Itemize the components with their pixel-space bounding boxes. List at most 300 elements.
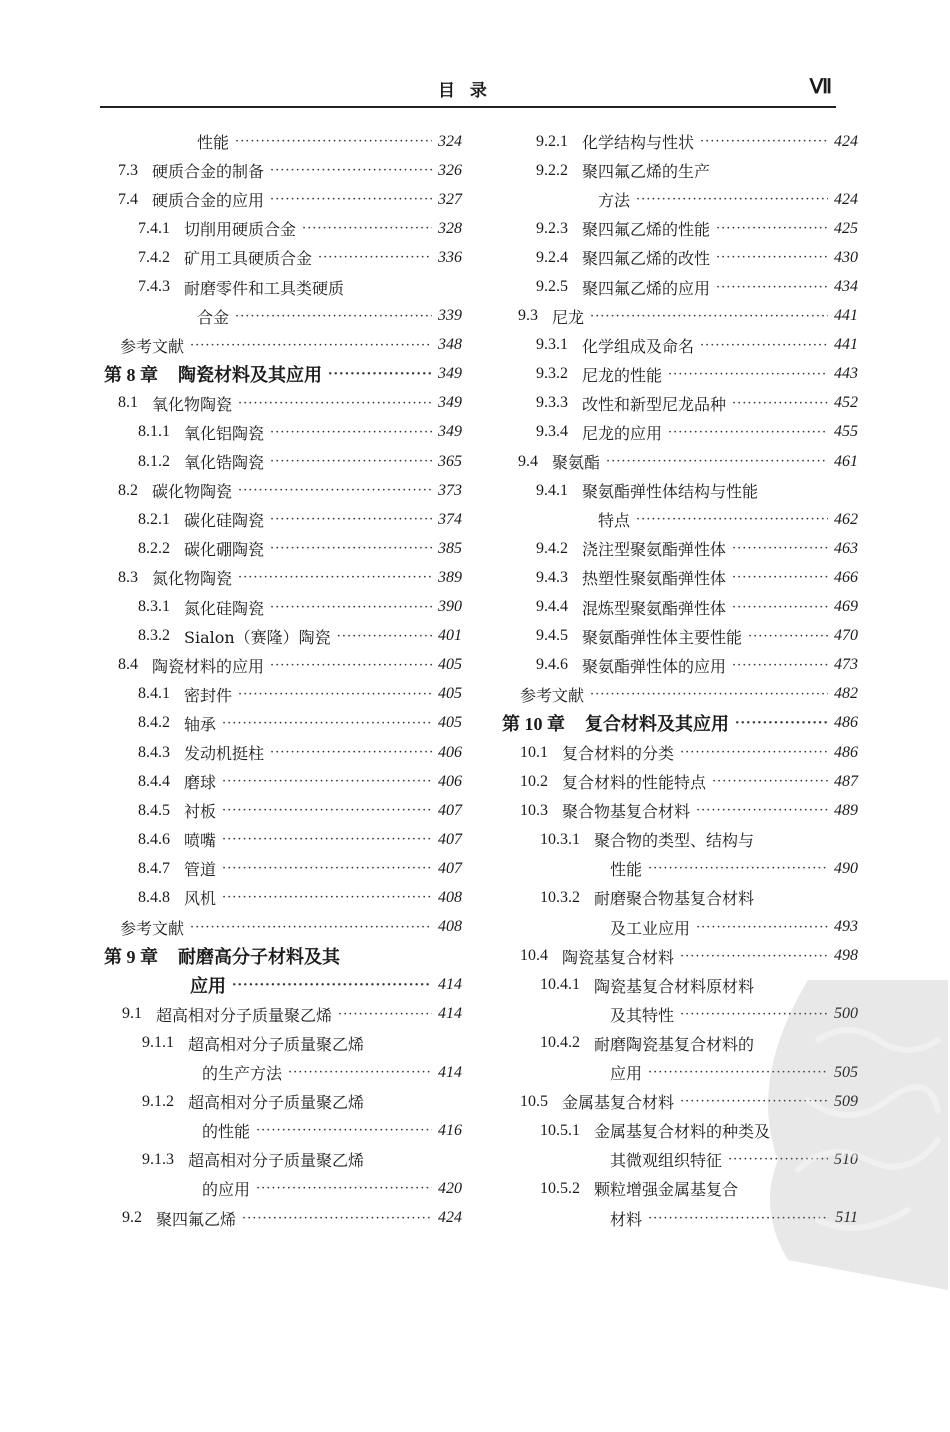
dot-leader xyxy=(270,192,432,207)
toc-entry-title: 聚四氟乙烯的应用 xyxy=(582,278,711,298)
toc-page-number: 389 xyxy=(438,568,462,586)
toc-entry-title: 的性能 xyxy=(202,1122,251,1142)
toc-entry[interactable] xyxy=(500,796,858,825)
dot-leader xyxy=(732,541,828,556)
toc-entry-title: 耐磨陶瓷基复合材料的 xyxy=(594,1034,755,1054)
toc-entry[interactable] xyxy=(500,622,858,651)
toc-entry-title: 化学结构与性状 xyxy=(582,133,695,153)
toc-entry[interactable] xyxy=(500,331,858,360)
toc-section-number: 9.3.3 xyxy=(536,394,568,412)
toc-page-number: 414 xyxy=(438,1005,462,1023)
toc-section-number: 8.4.4 xyxy=(138,772,170,790)
toc-entry[interactable] xyxy=(100,1145,462,1174)
toc-entry-title: 参考文献 xyxy=(520,685,585,705)
dot-leader xyxy=(270,163,432,178)
toc-entry[interactable] xyxy=(100,272,462,301)
dot-leader xyxy=(648,1211,829,1226)
dot-leader xyxy=(337,629,432,644)
toc-entry[interactable] xyxy=(100,243,462,272)
dot-leader xyxy=(680,949,828,964)
toc-page-number: 365 xyxy=(438,452,462,470)
toc-page-number: 406 xyxy=(438,772,462,790)
toc-entry[interactable] xyxy=(100,505,462,534)
toc-page-number: 441 xyxy=(834,307,858,325)
toc-entry[interactable] xyxy=(100,1087,462,1116)
toc-entry-title: 化学组成及命名 xyxy=(582,336,695,356)
dot-leader xyxy=(732,600,828,615)
toc-entry-title: 衬板 xyxy=(184,802,217,822)
toc-entry[interactable] xyxy=(100,883,462,912)
toc-entry[interactable] xyxy=(100,418,462,447)
toc-page-number: 443 xyxy=(834,365,858,383)
dot-leader xyxy=(288,1065,432,1080)
toc-section-number: 8.3.2 xyxy=(138,627,170,645)
toc-section-number: 9.2.1 xyxy=(536,132,568,150)
toc-page-number: 374 xyxy=(438,510,462,528)
dot-leader xyxy=(590,309,828,324)
toc-entry-title: 金属基复合材料 xyxy=(562,1093,675,1113)
toc-entry[interactable] xyxy=(100,913,462,942)
toc-entry-title: 性能 xyxy=(197,133,230,153)
toc-entry[interactable] xyxy=(500,360,858,389)
dot-leader xyxy=(222,832,432,847)
toc-entry[interactable] xyxy=(100,593,462,622)
toc-entry-title: 特点 xyxy=(598,511,631,531)
toc-section-number: 8.2 xyxy=(118,481,138,499)
toc-chapter-entry[interactable] xyxy=(500,709,858,738)
dot-leader xyxy=(716,280,828,295)
toc-entry-title: 聚四氟乙烯的生产 xyxy=(582,162,711,182)
toc-section-number: 第 9 章 xyxy=(104,947,158,968)
toc-entry[interactable] xyxy=(500,534,858,563)
toc-entry[interactable] xyxy=(100,622,462,651)
toc-entry-title: 其微观组织特征 xyxy=(610,1151,723,1171)
toc-entry-title: 聚四氟乙烯的性能 xyxy=(582,220,711,240)
toc-section-number: 7.4.1 xyxy=(138,219,170,237)
toc-section-number: 第 8 章 xyxy=(104,365,158,386)
toc-entry-title: 热塑性聚氨酯弹性体 xyxy=(582,569,727,589)
toc-entry-title: 喷嘴 xyxy=(184,831,217,851)
dot-leader xyxy=(700,134,828,149)
toc-page-number: 505 xyxy=(834,1063,858,1081)
toc-section-number: 9.2.3 xyxy=(536,219,568,237)
toc-entry-title: 尼龙的应用 xyxy=(582,423,663,443)
toc-entry-title: 氮化硅陶瓷 xyxy=(184,598,265,618)
dot-leader xyxy=(732,570,828,585)
toc-entry-title: 耐磨零件和工具类硬质 xyxy=(184,278,345,298)
dot-leader xyxy=(235,309,432,324)
toc-entry-title: 应用 xyxy=(190,976,226,998)
toc-entry[interactable] xyxy=(500,651,858,680)
dot-leader xyxy=(242,1211,432,1226)
toc-entry[interactable] xyxy=(500,1029,858,1058)
toc-entry[interactable] xyxy=(100,156,462,185)
toc-page-number: 405 xyxy=(438,685,462,703)
toc-entry[interactable] xyxy=(500,825,858,854)
dot-leader xyxy=(235,134,432,149)
toc-chapter-entry[interactable] xyxy=(100,971,462,1000)
toc-section-number: 9.4.2 xyxy=(536,539,568,557)
toc-entry[interactable] xyxy=(500,1058,858,1087)
dot-leader xyxy=(238,483,432,498)
toc-section-number: 8.3.1 xyxy=(138,598,170,616)
toc-entry-title: 碳化硼陶瓷 xyxy=(184,540,265,560)
toc-page-number: 469 xyxy=(834,598,858,616)
toc-section-number: 8.4.5 xyxy=(138,801,170,819)
toc-entry-title: 复合材料及其应用 xyxy=(585,714,729,736)
toc-entry[interactable] xyxy=(500,214,858,243)
toc-section-number: 10.4.1 xyxy=(540,976,580,994)
page-number-roman: Ⅶ xyxy=(809,76,832,98)
toc-section-number: 8.1.1 xyxy=(138,423,170,441)
toc-entry-title: 管道 xyxy=(184,860,217,880)
toc-entry[interactable] xyxy=(500,1174,858,1203)
dot-leader xyxy=(238,687,432,702)
dot-leader xyxy=(716,221,828,236)
page-header xyxy=(100,74,836,104)
toc-entry[interactable] xyxy=(100,1058,462,1087)
dot-leader xyxy=(680,1094,828,1109)
toc-entry[interactable] xyxy=(100,1029,462,1058)
toc-section-number: 10.3 xyxy=(520,801,548,819)
toc-entry[interactable] xyxy=(100,680,462,709)
toc-left-column xyxy=(100,127,462,1233)
toc-entry[interactable] xyxy=(500,738,858,767)
dot-leader xyxy=(256,1181,432,1196)
toc-page-number: 463 xyxy=(834,539,858,557)
toc-entry[interactable] xyxy=(100,854,462,883)
dot-leader xyxy=(190,338,432,353)
dot-leader xyxy=(222,861,432,876)
toc-section-number: 9.2 xyxy=(122,1209,142,1227)
toc-entry[interactable] xyxy=(100,651,462,680)
toc-section-number: 9.1.2 xyxy=(142,1092,174,1110)
toc-page-number: 434 xyxy=(834,278,858,296)
toc-page-number: 349 xyxy=(438,394,462,412)
dot-leader xyxy=(222,774,432,789)
dot-leader xyxy=(668,367,828,382)
toc-entry[interactable] xyxy=(500,854,858,883)
dot-leader xyxy=(270,658,432,673)
toc-entry[interactable] xyxy=(500,476,858,505)
toc-entry[interactable] xyxy=(100,796,462,825)
dot-leader xyxy=(732,396,828,411)
toc-section-number: 9.4.3 xyxy=(536,568,568,586)
toc-section-number: 7.4.3 xyxy=(138,278,170,296)
toc-entry[interactable] xyxy=(500,1203,858,1232)
toc-page-number: 408 xyxy=(438,918,462,936)
toc-entry[interactable] xyxy=(500,185,858,214)
toc-entry[interactable] xyxy=(500,156,858,185)
toc-page-number: 490 xyxy=(834,859,858,877)
toc-page-number: 509 xyxy=(834,1092,858,1110)
dot-leader xyxy=(256,1123,432,1138)
toc-entry-title: 陶瓷材料及其应用 xyxy=(178,365,322,387)
toc-page-number: 489 xyxy=(834,801,858,819)
toc-entry[interactable] xyxy=(100,1174,462,1203)
toc-entry-title: 碳化物陶瓷 xyxy=(152,482,233,502)
header-divider xyxy=(100,106,836,108)
toc-entry[interactable] xyxy=(100,302,462,331)
dot-leader xyxy=(222,890,432,905)
toc-section-number: 9.3 xyxy=(518,307,538,325)
dot-leader xyxy=(696,920,828,935)
toc-entry[interactable] xyxy=(500,1087,858,1116)
dot-leader xyxy=(238,396,432,411)
toc-entry-title: 聚氨酯弹性体的应用 xyxy=(582,656,727,676)
toc-entry-title: 硬质合金的制备 xyxy=(152,162,265,182)
toc-entry-title: 风机 xyxy=(184,889,217,909)
toc-entry-title: 陶瓷基复合材料 xyxy=(562,947,675,967)
toc-entry[interactable] xyxy=(500,883,858,912)
toc-section-number: 8.1.2 xyxy=(138,452,170,470)
toc-entry[interactable] xyxy=(100,214,462,243)
dot-leader xyxy=(338,1007,432,1022)
dot-leader xyxy=(735,716,828,731)
toc-entry-title: 超高相对分子质量聚乙烯 xyxy=(188,1093,365,1113)
toc-entry-title: 聚氨酯弹性体结构与性能 xyxy=(582,482,759,502)
toc-page-number: 498 xyxy=(834,947,858,965)
dot-leader xyxy=(270,454,432,469)
toc-page-number: 407 xyxy=(438,859,462,877)
toc-page-number: 339 xyxy=(438,307,462,325)
dot-leader xyxy=(606,454,828,469)
toc-entry[interactable] xyxy=(100,1203,462,1232)
dot-leader xyxy=(696,803,828,818)
toc-page-number: 466 xyxy=(834,568,858,586)
toc-section-number: 9.1.1 xyxy=(142,1034,174,1052)
dot-leader xyxy=(222,716,432,731)
toc-section-number: 10.4.2 xyxy=(540,1034,580,1052)
toc-entry[interactable] xyxy=(100,1116,462,1145)
toc-page-number: 416 xyxy=(438,1121,462,1139)
dot-leader xyxy=(716,250,828,265)
toc-entry-title: 氧化锆陶瓷 xyxy=(184,453,265,473)
toc-section-number: 10.4 xyxy=(520,947,548,965)
toc-section-number: 9.3.4 xyxy=(536,423,568,441)
toc-page-number: 425 xyxy=(834,219,858,237)
toc-page-number: 470 xyxy=(834,627,858,645)
toc-entry[interactable] xyxy=(100,185,462,214)
toc-page-number: 326 xyxy=(438,161,462,179)
toc-entry-title: 超高相对分子质量聚乙烯 xyxy=(156,1005,333,1025)
toc-entry-title: 及工业应用 xyxy=(610,918,691,938)
toc-entry-title: 耐磨聚合物基复合材料 xyxy=(594,889,755,909)
toc-entry-title: 混炼型聚氨酯弹性体 xyxy=(582,598,727,618)
dot-leader xyxy=(636,512,828,527)
toc-section-number: 10.5.1 xyxy=(540,1121,580,1139)
toc-entry-title: 耐磨高分子材料及其 xyxy=(178,947,340,969)
dot-leader xyxy=(190,920,432,935)
toc-entry[interactable] xyxy=(500,389,858,418)
dot-leader xyxy=(700,338,828,353)
toc-entry[interactable] xyxy=(500,1000,858,1029)
toc-entry[interactable] xyxy=(100,534,462,563)
toc-entry[interactable] xyxy=(500,971,858,1000)
toc-entry-title: 参考文献 xyxy=(120,336,185,356)
toc-section-number: 8.4.1 xyxy=(138,685,170,703)
toc-section-number: 10.3.1 xyxy=(540,830,580,848)
toc-section-number: 9.4.1 xyxy=(536,481,568,499)
toc-chapter-entry[interactable] xyxy=(100,360,462,389)
toc-section-number: 10.5.2 xyxy=(540,1179,580,1197)
toc-entry[interactable] xyxy=(500,913,858,942)
toc-entry[interactable] xyxy=(100,767,462,796)
dot-leader xyxy=(222,803,432,818)
toc-section-number: 9.4 xyxy=(518,452,538,470)
toc-page-number: 441 xyxy=(834,336,858,354)
toc-entry-title: 尼龙的性能 xyxy=(582,365,663,385)
toc-entry-title: Sialon（赛隆）陶瓷 xyxy=(184,627,331,647)
toc-entry[interactable] xyxy=(500,243,858,272)
dot-leader xyxy=(270,541,432,556)
toc-section-number: 8.2.2 xyxy=(138,539,170,557)
toc-entry-title: 的应用 xyxy=(202,1180,251,1200)
toc-section-number: 10.2 xyxy=(520,772,548,790)
toc-page-number: 336 xyxy=(438,248,462,266)
toc-entry[interactable] xyxy=(100,1000,462,1029)
toc-entry-title: 合金 xyxy=(197,307,230,327)
toc-entry-title: 聚合物的类型、结构与 xyxy=(594,831,755,851)
toc-section-number: 10.1 xyxy=(520,743,548,761)
dot-leader xyxy=(232,978,432,993)
toc-entry[interactable] xyxy=(500,1145,858,1174)
toc-right-column xyxy=(500,127,858,1233)
toc-page-number: 407 xyxy=(438,830,462,848)
toc-section-number: 第 10 章 xyxy=(502,714,565,735)
dot-leader xyxy=(318,250,432,265)
toc-entry-title: 聚合物基复合材料 xyxy=(562,802,691,822)
toc-entry-title: 超高相对分子质量聚乙烯 xyxy=(188,1034,365,1054)
dot-leader xyxy=(732,658,828,673)
toc-section-number: 9.2.5 xyxy=(536,278,568,296)
toc-entry[interactable] xyxy=(500,680,858,709)
toc-section-number: 9.1.3 xyxy=(142,1150,174,1168)
toc-page-number: 511 xyxy=(835,1209,858,1227)
toc-entry[interactable] xyxy=(500,593,858,622)
toc-entry-title: 复合材料的分类 xyxy=(562,744,675,764)
toc-entry-title: 改性和新型尼龙品种 xyxy=(582,394,727,414)
dot-leader xyxy=(648,861,828,876)
toc-page-number: 420 xyxy=(438,1179,462,1197)
toc-entry[interactable] xyxy=(100,447,462,476)
toc-entry-title: 硬质合金的应用 xyxy=(152,191,265,211)
toc-entry-title: 聚四氟乙烯的改性 xyxy=(582,249,711,269)
toc-entry[interactable] xyxy=(500,767,858,796)
dot-leader xyxy=(728,1152,828,1167)
toc-entry[interactable] xyxy=(500,942,858,971)
toc-section-number: 8.4.3 xyxy=(138,743,170,761)
toc-page-number: 373 xyxy=(438,481,462,499)
toc-page-number: 462 xyxy=(834,510,858,528)
toc-page-number: 327 xyxy=(438,190,462,208)
dot-leader xyxy=(636,192,828,207)
toc-entry-title: 应用 xyxy=(610,1064,643,1084)
toc-page-number: 424 xyxy=(834,132,858,150)
toc-entry[interactable] xyxy=(500,563,858,592)
dot-leader xyxy=(270,425,432,440)
dot-leader xyxy=(590,687,828,702)
toc-chapter-entry[interactable] xyxy=(100,942,462,971)
toc-entry-title: 材料 xyxy=(610,1209,643,1229)
toc-section-number: 7.4.2 xyxy=(138,248,170,266)
toc-entry-title: 聚氨酯弹性体主要性能 xyxy=(582,627,743,647)
toc-entry[interactable] xyxy=(100,738,462,767)
toc-entry-title: 陶瓷材料的应用 xyxy=(152,656,265,676)
toc-section-number: 9.4.5 xyxy=(536,627,568,645)
toc-entry-title: 密封件 xyxy=(184,685,233,705)
toc-entry[interactable] xyxy=(100,389,462,418)
toc-entry[interactable] xyxy=(500,127,858,156)
toc-page-number: 510 xyxy=(834,1150,858,1168)
toc-entry[interactable] xyxy=(500,1116,858,1145)
toc-section-number: 8.4.7 xyxy=(138,859,170,877)
toc-entry[interactable] xyxy=(100,709,462,738)
toc-entry[interactable] xyxy=(500,505,858,534)
toc-entry[interactable] xyxy=(100,127,462,156)
toc-entry-title: 轴承 xyxy=(184,714,217,734)
toc-page-number: 414 xyxy=(438,1063,462,1081)
toc-page-number: 500 xyxy=(834,1005,858,1023)
toc-entry-title: 氮化物陶瓷 xyxy=(152,569,233,589)
toc-page-number: 324 xyxy=(438,132,462,150)
toc-section-number: 7.3 xyxy=(118,161,138,179)
toc-entry-title: 浇注型聚氨酯弹性体 xyxy=(582,540,727,560)
toc-section-number: 8.2.1 xyxy=(138,510,170,528)
dot-leader xyxy=(680,1007,828,1022)
toc-section-number: 9.2.2 xyxy=(536,161,568,179)
toc-section-number: 8.3 xyxy=(118,568,138,586)
dot-leader xyxy=(270,512,432,527)
toc-entry-title: 的生产方法 xyxy=(202,1064,283,1084)
toc-page-number: 328 xyxy=(438,219,462,237)
toc-page-number: 390 xyxy=(438,598,462,616)
toc-page-number: 493 xyxy=(834,918,858,936)
toc-entry[interactable] xyxy=(500,447,858,476)
toc-entry[interactable] xyxy=(500,302,858,331)
dot-leader xyxy=(668,425,828,440)
toc-entry[interactable] xyxy=(100,825,462,854)
toc-entry[interactable] xyxy=(500,272,858,301)
toc-entry[interactable] xyxy=(500,418,858,447)
toc-entry-title: 氧化物陶瓷 xyxy=(152,394,233,414)
toc-entry[interactable] xyxy=(100,331,462,360)
toc-page-number: 401 xyxy=(438,627,462,645)
toc-entry-title: 磨球 xyxy=(184,773,217,793)
dot-leader xyxy=(270,745,432,760)
dot-leader xyxy=(680,745,828,760)
toc-entry[interactable] xyxy=(100,563,462,592)
toc-page-number: 487 xyxy=(834,772,858,790)
toc-page-number: 408 xyxy=(438,888,462,906)
page-title: 目 录 xyxy=(438,81,488,101)
toc-page-number: 414 xyxy=(438,976,462,994)
toc-page-number: 348 xyxy=(438,336,462,354)
toc-entry-title: 方法 xyxy=(598,191,631,211)
toc-entry-title: 及其特性 xyxy=(610,1005,675,1025)
toc-section-number: 9.3.1 xyxy=(536,336,568,354)
toc-entry-title: 切削用硬质合金 xyxy=(184,220,297,240)
toc-entry-title: 性能 xyxy=(610,860,643,880)
toc-page-number: 486 xyxy=(834,743,858,761)
toc-entry-title: 尼龙 xyxy=(552,307,585,327)
toc-section-number: 9.4.4 xyxy=(536,598,568,616)
toc-section-number: 9.4.6 xyxy=(536,656,568,674)
toc-section-number: 10.5 xyxy=(520,1092,548,1110)
toc-entry[interactable] xyxy=(100,476,462,505)
toc-page-number: 473 xyxy=(834,656,858,674)
toc-section-number: 8.4 xyxy=(118,656,138,674)
